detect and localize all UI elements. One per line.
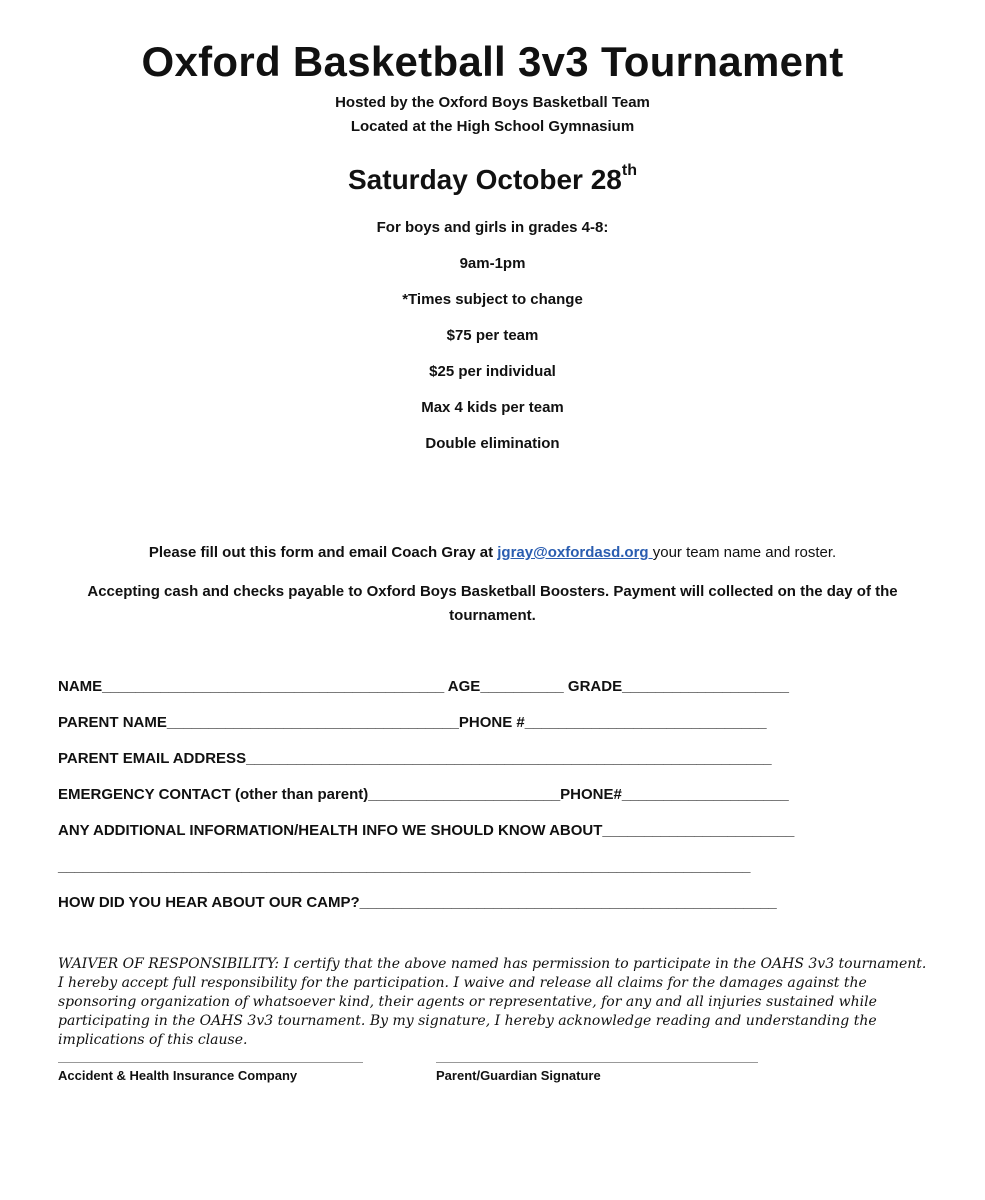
- coach-email-link[interactable]: jgray@oxfordasd.org: [497, 544, 653, 561]
- page-title: Oxford Basketball 3v3 Tournament: [141, 38, 844, 85]
- insurance-signature-line[interactable]: [58, 1062, 363, 1063]
- event-date-suffix: th: [621, 161, 637, 179]
- form-line-health-info-continued[interactable]: ___________________________________________________________________________________: [58, 858, 751, 875]
- waiver-text: WAIVER OF RESPONSIBILITY: I certify that the above named has permission to participate in the OAHS 3v3 tournament. I hereby accept full responsibility for the participation. I waive and release all claims for the damages against the sponsoring organization of whatsoever kind, their agents or representative, for any and all injuries sustained while participating in the OAHS 3v3 tournament. By my signature, I hereby acknowledge reading and understanding the implications of this clause.: [58, 956, 927, 1048]
- payment-info: Accepting cash and checks payable to Oxford Boys Basketball Boosters. Payment will collected on the day of the tournament.: [87, 583, 898, 624]
- parent-signature-line[interactable]: [436, 1062, 758, 1063]
- detail-individual-price: $25 per individual: [429, 363, 556, 380]
- event-date: [0, 161, 985, 196]
- detail-format: Double elimination: [425, 435, 560, 452]
- parent-signature-label: Parent/Guardian Signature: [436, 1068, 601, 1083]
- form-line-name[interactable]: NAME_________________________________________ AGE__________ GRADE____________________: [58, 678, 789, 695]
- form-line-health-info[interactable]: ANY ADDITIONAL INFORMATION/HEALTH INFO WE SHOULD KNOW ABOUT_______________________: [58, 822, 795, 839]
- instructions-suffix: your team name and roster.: [652, 544, 837, 561]
- detail-time-note: *Times subject to change: [402, 291, 583, 308]
- instructions: [0, 544, 985, 561]
- instructions-prefix: Please fill out this form and email Coach Gray at: [148, 544, 498, 561]
- event-date-main: Saturday October 28: [348, 164, 622, 195]
- form-line-parent-name[interactable]: PARENT NAME___________________________________PHONE #_____________________________: [58, 714, 767, 731]
- form-line-parent-email[interactable]: PARENT EMAIL ADDRESS_______________________________________________________________: [58, 750, 772, 767]
- detail-max-kids: Max 4 kids per team: [421, 399, 564, 416]
- insurance-label: Accident & Health Insurance Company: [58, 1068, 298, 1083]
- detail-time: 9am-1pm: [459, 255, 526, 272]
- event-details: [0, 218, 985, 470]
- detail-grades: For boys and girls in grades 4-8:: [376, 219, 609, 236]
- detail-team-price: $75 per team: [446, 327, 539, 344]
- hosted-by-text: Hosted by the Oxford Boys Basketball Team: [335, 94, 650, 111]
- form-line-referral[interactable]: HOW DID YOU HEAR ABOUT OUR CAMP?__________________________________________________: [58, 894, 777, 911]
- location-text: Located at the High School Gymnasium: [350, 118, 635, 135]
- form-line-emergency-contact[interactable]: EMERGENCY CONTACT (other than parent)_______________________PHONE#____________________: [58, 786, 789, 803]
